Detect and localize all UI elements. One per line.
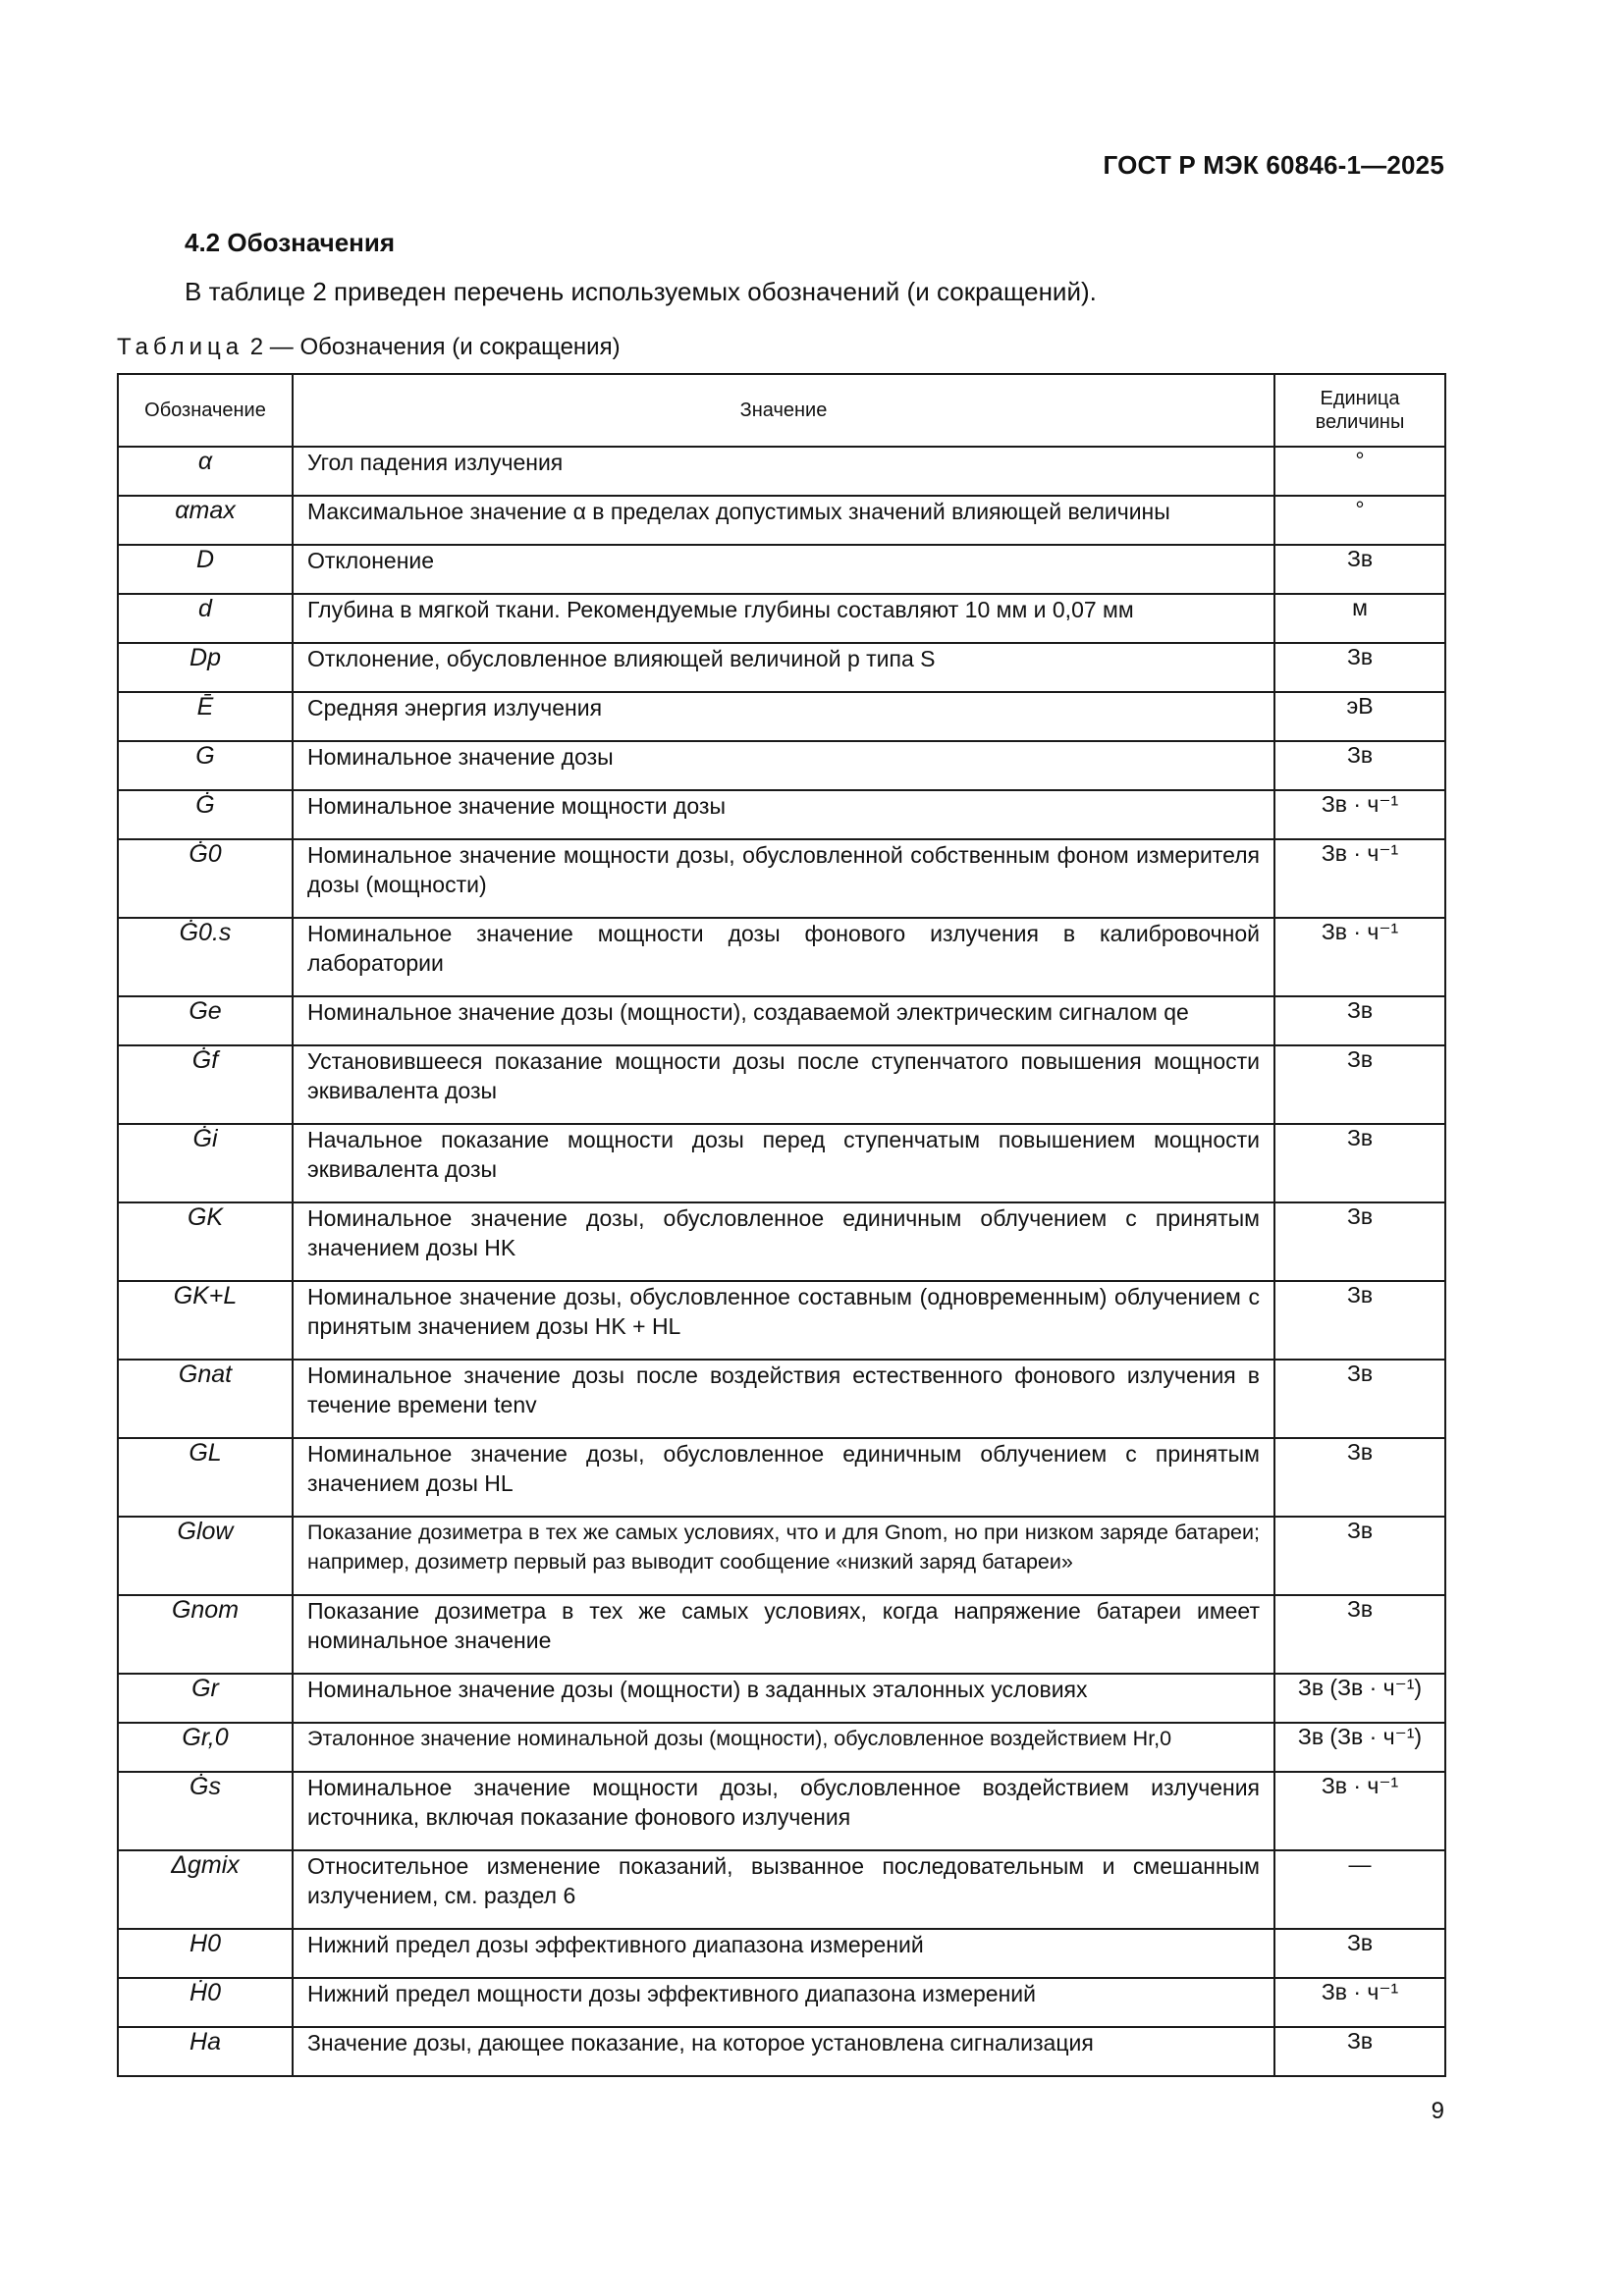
table-caption-label: Таблица (117, 334, 244, 360)
unit-cell: ° (1274, 447, 1445, 496)
unit-cell: Зв (1274, 1517, 1445, 1595)
meaning-cell: Номинальное значение дозы после воздействия естественного фонового излучения в течение времени tenv (293, 1360, 1274, 1438)
table-row (118, 1438, 1445, 1517)
meaning-cell: Показание дозиметра в тех же самых условиях, что и для Gnom, но при низком заряде батареи; например, дозиметр первый раз выводит сообщение «низкий заряд батареи» (293, 1517, 1274, 1595)
table-row (118, 918, 1445, 996)
meaning-cell: Номинальное значение мощности дозы фонового излучения в калибровочной лаборатории (293, 918, 1274, 996)
unit-cell: Зв (1274, 1438, 1445, 1517)
table-row (118, 1202, 1445, 1281)
table-row (118, 741, 1445, 790)
symbol-cell: αmax (118, 496, 293, 545)
meaning-cell: Номинальное значение дозы (мощности) в заданных эталонных условиях (293, 1674, 1274, 1723)
unit-cell: Зв (1274, 741, 1445, 790)
symbol-cell: Ḣ0 (118, 1978, 293, 2027)
symbol-cell: Gnat (118, 1360, 293, 1438)
meaning-cell: Показание дозиметра в тех же самых условиях, когда напряжение батареи имеет номинальное значение (293, 1595, 1274, 1674)
unit-cell: Зв (1274, 1045, 1445, 1124)
unit-cell: Зв (Зв · ч⁻¹) (1274, 1723, 1445, 1772)
table-row (118, 692, 1445, 741)
table-row (118, 496, 1445, 545)
table-row (118, 1978, 1445, 2027)
table-row (118, 1772, 1445, 1850)
page-number: 9 (1431, 2098, 1444, 2124)
meaning-cell: Номинальное значение дозы (293, 741, 1274, 790)
unit-cell: ° (1274, 496, 1445, 545)
symbol-cell: Ha (118, 2027, 293, 2076)
unit-cell: м (1274, 594, 1445, 643)
symbol-cell: Ē (118, 692, 293, 741)
symbol-cell: Ġi (118, 1124, 293, 1202)
table-caption-text: 2 — Обозначения (и сокращения) (249, 334, 621, 360)
symbol-cell: Δgmix (118, 1850, 293, 1929)
table-row (118, 996, 1445, 1045)
symbol-cell: GL (118, 1438, 293, 1517)
table-row (118, 1045, 1445, 1124)
symbol-cell: Ġ0.s (118, 918, 293, 996)
unit-cell: Зв · ч⁻¹ (1274, 918, 1445, 996)
unit-cell: — (1274, 1850, 1445, 1929)
symbol-cell: H0 (118, 1929, 293, 1978)
unit-cell: Зв (1274, 545, 1445, 594)
table-row (118, 1674, 1445, 1723)
meaning-cell: Номинальное значение дозы, обусловленное единичным облучением с принятым значением дозы HL (293, 1438, 1274, 1517)
meaning-cell: Номинальное значение мощности дозы, обусловленное воздействием излучения источника, включая показание фонового излучения (293, 1772, 1274, 1850)
table-row (118, 643, 1445, 692)
header-meaning: Значение (293, 374, 1274, 447)
unit-cell: Зв · ч⁻¹ (1274, 1978, 1445, 2027)
meaning-cell: Номинальное значение мощности дозы, обусловленной собственным фоном измерителя дозы (мощности) (293, 839, 1274, 918)
section-title: 4.2 Обозначения (185, 228, 396, 257)
table-row (118, 1850, 1445, 1929)
table-row (118, 1929, 1445, 1978)
table-row (118, 1124, 1445, 1202)
meaning-cell: Значение дозы, дающее показание, на которое установлена сигнализация (293, 2027, 1274, 2076)
symbol-cell: d (118, 594, 293, 643)
meaning-cell: Начальное показание мощности дозы перед ступенчатым повышением мощности эквивалента дозы (293, 1124, 1274, 1202)
table-row (118, 2027, 1445, 2076)
meaning-cell: Номинальное значение дозы, обусловленное составным (одновременным) облучением с принятым значением дозы HK + HL (293, 1281, 1274, 1360)
table-row (118, 1281, 1445, 1360)
meaning-cell: Установившееся показание мощности дозы после ступенчатого повышения мощности эквивалента дозы (293, 1045, 1274, 1124)
symbol-cell: Gr,0 (118, 1723, 293, 1772)
table-row (118, 1360, 1445, 1438)
table-row (118, 545, 1445, 594)
section-intro: В таблице 2 приведен перечень используемых обозначений (и сокращений). (185, 277, 1097, 306)
unit-cell: Зв (1274, 1360, 1445, 1438)
table-row (118, 594, 1445, 643)
meaning-cell: Номинальное значение дозы (мощности), создаваемой электрическим сигналом qe (293, 996, 1274, 1045)
meaning-cell: Максимальное значение α в пределах допустимых значений влияющей величины (293, 496, 1274, 545)
symbol-cell: Glow (118, 1517, 293, 1595)
meaning-cell: Нижний предел мощности дозы эффективного диапазона измерений (293, 1978, 1274, 2027)
unit-cell: Зв (1274, 2027, 1445, 2076)
meaning-cell: Угол падения излучения (293, 447, 1274, 496)
meaning-cell: Номинальное значение мощности дозы (293, 790, 1274, 839)
table-row (118, 447, 1445, 496)
meaning-cell: Эталонное значение номинальной дозы (мощности), обусловленное воздействием Hr,0 (293, 1723, 1274, 1772)
symbol-cell: Ġf (118, 1045, 293, 1124)
symbol-cell: Ġ (118, 790, 293, 839)
unit-cell: Зв (1274, 996, 1445, 1045)
unit-cell: эВ (1274, 692, 1445, 741)
meaning-cell: Отклонение (293, 545, 1274, 594)
symbol-cell: G (118, 741, 293, 790)
unit-cell: Зв · ч⁻¹ (1274, 790, 1445, 839)
symbol-cell: Gr (118, 1674, 293, 1723)
meaning-cell: Номинальное значение дозы, обусловленное единичным облучением с принятым значением дозы HK (293, 1202, 1274, 1281)
table-row (118, 1723, 1445, 1772)
meaning-cell: Глубина в мягкой ткани. Рекомендуемые глубины составляют 10 мм и 0,07 мм (293, 594, 1274, 643)
symbol-cell: Gnom (118, 1595, 293, 1674)
meaning-cell: Относительное изменение показаний, вызванное последовательным и смешанным излучением, см. раздел 6 (293, 1850, 1274, 1929)
unit-cell: Зв (Зв · ч⁻¹) (1274, 1674, 1445, 1723)
table-row (118, 1595, 1445, 1674)
table-row (118, 1517, 1445, 1595)
symbol-cell: Ġs (118, 1772, 293, 1850)
unit-cell: Зв · ч⁻¹ (1274, 1772, 1445, 1850)
unit-cell: Зв (1274, 1202, 1445, 1281)
symbol-cell: Ġ0 (118, 839, 293, 918)
table-row (118, 790, 1445, 839)
unit-cell: Зв · ч⁻¹ (1274, 839, 1445, 918)
meaning-cell: Средняя энергия излучения (293, 692, 1274, 741)
unit-cell: Зв (1274, 1124, 1445, 1202)
header-unit: Единица величины (1274, 374, 1445, 447)
unit-cell: Зв (1274, 1929, 1445, 1978)
meaning-cell: Отклонение, обусловленное влияющей величиной p типа S (293, 643, 1274, 692)
meaning-cell: Нижний предел дозы эффективного диапазона измерений (293, 1929, 1274, 1978)
symbol-cell: α (118, 447, 293, 496)
table-header-row (118, 374, 1445, 447)
unit-cell: Зв (1274, 1281, 1445, 1360)
symbols-table (117, 373, 1446, 2077)
symbol-cell: GK+L (118, 1281, 293, 1360)
symbol-cell: Dp (118, 643, 293, 692)
header-symbol: Обозначение (118, 374, 293, 447)
unit-cell: Зв (1274, 1595, 1445, 1674)
symbol-cell: D (118, 545, 293, 594)
table-caption (117, 334, 621, 361)
unit-cell: Зв (1274, 643, 1445, 692)
standard-designation: ГОСТ Р МЭК 60846-1—2025 (1103, 150, 1444, 180)
table-row (118, 839, 1445, 918)
symbol-cell: Ge (118, 996, 293, 1045)
symbol-cell: GK (118, 1202, 293, 1281)
